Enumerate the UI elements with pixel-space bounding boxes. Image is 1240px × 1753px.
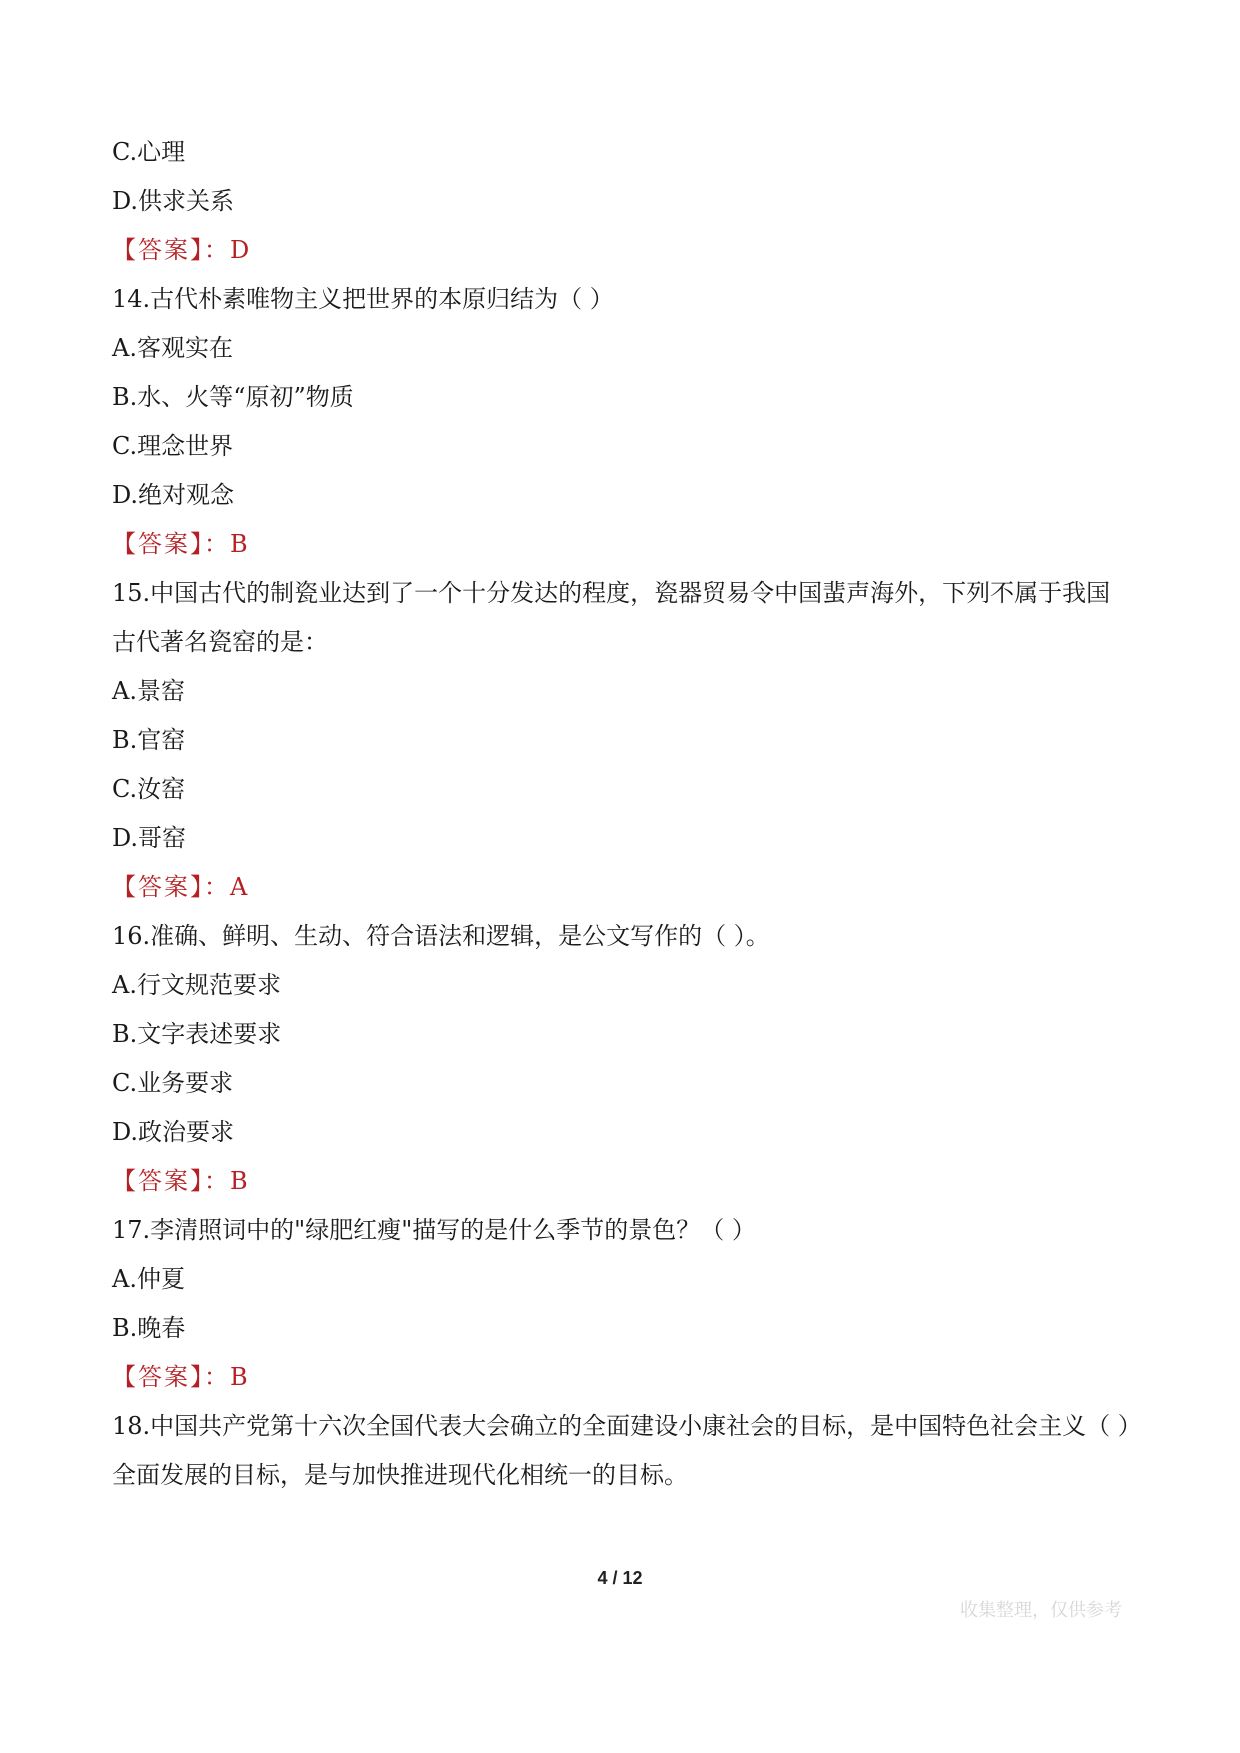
option-d: D.绝对观念 [112, 481, 235, 509]
option-d: D.政治要求 [112, 1118, 235, 1146]
option-c: C.理念世界 [112, 432, 234, 460]
question-17: 17.李清照词中的"绿肥红瘦"描写的是什么季节的景色？（ ） [112, 1216, 756, 1244]
option-b: B.水、火等“原初”物质 [112, 383, 354, 411]
page-number: 4 / 12 [597, 1568, 643, 1588]
option-a: A.仲夏 [112, 1265, 185, 1293]
option-b: B.晚春 [112, 1314, 186, 1342]
option-d: D.哥窑 [112, 824, 187, 852]
answer: 【答案】：D [112, 236, 252, 264]
option-b: B.文字表述要求 [112, 1020, 282, 1048]
option-a: A.客观实在 [112, 334, 233, 362]
answer: 【答案】：B [112, 1363, 250, 1391]
document-body [112, 128, 1132, 1500]
option-b: B.官窑 [112, 726, 186, 754]
answer: 【答案】：A [112, 873, 250, 901]
answer: 【答案】：B [112, 1167, 250, 1195]
question-18: 18.中国共产党第十六次全国代表大会确立的全面建设小康社会的目标，是中国特色社会主义（ ）全面发展的目标，是与加快推进现代化相统一的目标。 [112, 1412, 1130, 1489]
footer-note: 收集整理，仅供参考 [960, 1600, 1122, 1621]
option-c: C.汝窑 [112, 775, 186, 803]
option-a: A.行文规范要求 [112, 971, 281, 999]
question-14: 14.古代朴素唯物主义把世界的本原归结为（ ） [112, 285, 614, 313]
question-16: 16.准确、鲜明、生动、符合语法和逻辑，是公文写作的（ ）。 [112, 922, 770, 950]
option-c: C.心理 [112, 138, 186, 166]
option-a: A.景窑 [112, 677, 185, 705]
option-c: C.业务要求 [112, 1069, 234, 1097]
question-15: 15.中国古代的制瓷业达到了一个十分发达的程度，瓷器贸易令中国蜚声海外，下列不属于我国古代著名瓷窑的是： [112, 579, 1111, 656]
answer: 【答案】：B [112, 530, 250, 558]
option-d: D.供求关系 [112, 187, 235, 215]
